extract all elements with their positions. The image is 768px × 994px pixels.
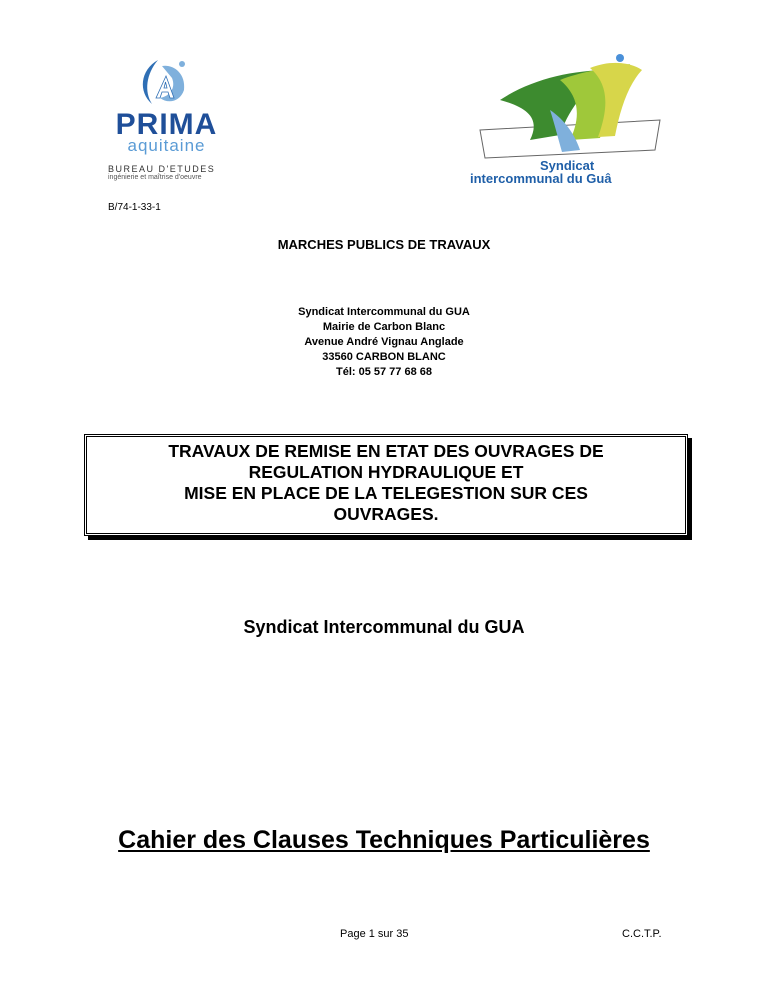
project-title-box xyxy=(84,434,688,536)
document-title: Cahier des Clauses Techniques Particulières xyxy=(118,826,650,854)
organization-name: Syndicat Intercommunal du GUA xyxy=(243,617,525,637)
project-title-line: MISE EN PLACE DE LA TELEGESTION SUR CES xyxy=(184,483,588,503)
project-title-line: TRAVAUX DE REMISE EN ETAT DES OUVRAGES DE xyxy=(168,441,604,461)
gua-logo-graphic xyxy=(470,50,670,165)
address-line: 33560 CARBON BLANC xyxy=(322,351,446,363)
page-number: Page 1 sur 35 xyxy=(340,928,409,940)
gua-logo-line2: intercommunal du Guâ xyxy=(470,171,612,186)
address-line: Syndicat Intercommunal du GUA xyxy=(298,306,470,318)
project-title-line: OUVRAGES. xyxy=(333,504,439,524)
address-block xyxy=(0,305,768,380)
prima-logo-bureau: BUREAU D'ETUDES xyxy=(108,164,216,174)
address-line: Mairie de Carbon Blanc xyxy=(322,321,446,333)
address-line: Avenue André Vignau Anglade xyxy=(304,336,464,348)
document-reference: B/74-1-33-1 xyxy=(108,202,161,213)
project-title-line: REGULATION HYDRAULIQUE ET xyxy=(248,462,524,482)
prima-logo-tagline: ingénierie et maîtrise d'oeuvre xyxy=(108,174,202,181)
gua-logo-line1: Syndicat xyxy=(540,158,595,173)
project-title xyxy=(87,437,685,525)
prima-logo-subname: aquitaine xyxy=(127,136,206,155)
main-title: MARCHES PUBLICS DE TRAVAUX xyxy=(277,237,491,252)
document-code: C.C.T.P. xyxy=(622,928,662,940)
address-line: Tél: 05 57 77 68 68 xyxy=(335,366,432,378)
prima-logo-name: PRIMA xyxy=(115,108,218,141)
